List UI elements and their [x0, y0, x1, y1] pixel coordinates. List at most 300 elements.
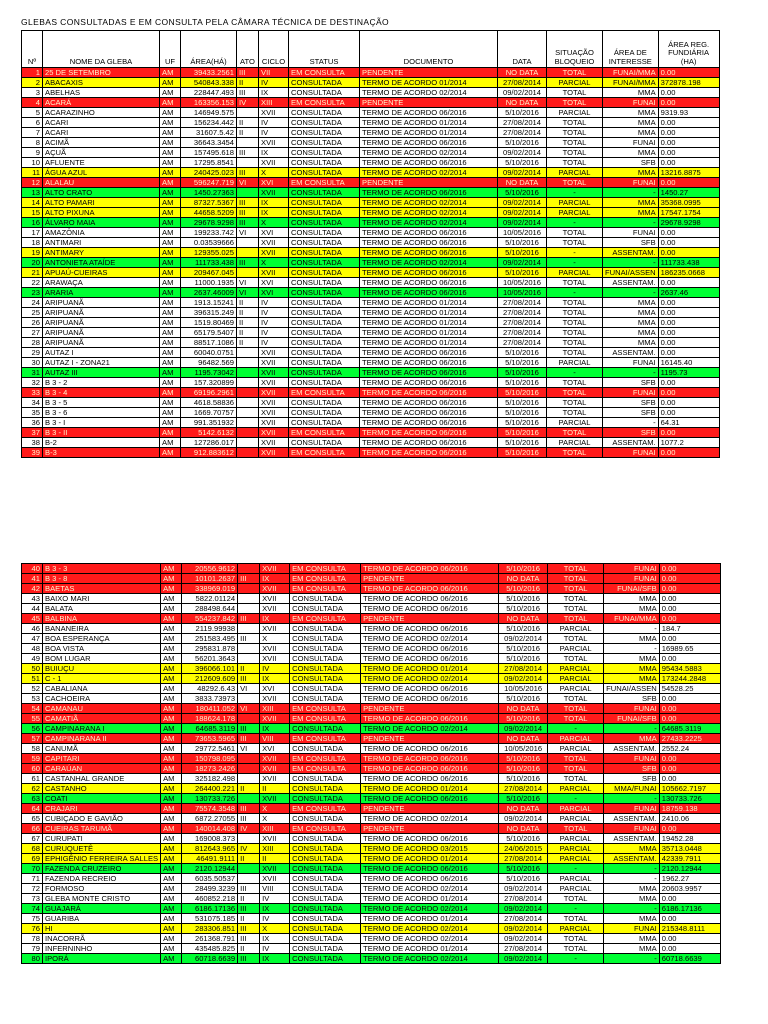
table-row: [22, 168, 720, 178]
table-row: [22, 874, 721, 884]
cell-ciclo: IV: [260, 894, 290, 904]
cell-situacao-bloqueio: -: [548, 724, 604, 734]
cell-area: 396315.249: [181, 308, 237, 318]
cell-status: CONSULTADA: [289, 338, 360, 348]
cell-uf: AM: [160, 198, 181, 208]
cell-documento: TERMO DE ACORDO 01/2014: [361, 664, 499, 674]
cell-ciclo: XVII: [259, 188, 289, 198]
cell-situacao-bloqueio: -: [547, 188, 603, 198]
cell-ciclo: XIII: [260, 844, 290, 854]
cell-area: 39433.2561: [181, 68, 237, 78]
cell-ciclo: XVI: [259, 278, 289, 288]
cell-area-interesse: FUNAI: [604, 564, 660, 574]
cell-numero: 57: [22, 734, 43, 744]
cell-situacao-bloqueio: TOTAL: [547, 388, 603, 398]
cell-situacao-bloqueio: PARCIAL: [548, 874, 604, 884]
cell-status: EM CONSULTA: [290, 714, 361, 724]
cell-nome-gleba: ÁLVARO MAIA: [43, 218, 160, 228]
cell-area-reg-fundiaria: 35713.0448: [659, 844, 720, 854]
cell-documento: TERMO DE ACORDO 06/2016: [361, 794, 499, 804]
cell-uf: AM: [160, 258, 181, 268]
cell-ciclo: XVII: [260, 564, 290, 574]
cell-documento: TERMO DE ACORDO 02/2014: [360, 168, 498, 178]
cell-area: 127286.017: [181, 438, 237, 448]
cell-area-interesse: FUNAI: [604, 924, 660, 934]
cell-nome-gleba: ARIPUANÃ: [43, 318, 160, 328]
cell-area: 96482.569: [181, 358, 237, 368]
cell-area-interesse: MMA: [603, 198, 659, 208]
cell-situacao-bloqueio: PARCIAL: [548, 744, 604, 754]
cell-ato: III: [238, 814, 260, 824]
cell-data: 09/02/2014: [499, 924, 548, 934]
cell-area: 199233.742: [181, 228, 237, 238]
cell-area-reg-fundiaria: 0.00: [658, 318, 719, 328]
cell-area-reg-fundiaria: 0.00: [659, 614, 720, 624]
cell-uf: AM: [161, 674, 182, 684]
cell-area: 1450.27363: [181, 188, 237, 198]
cell-area-interesse: FUNAI: [603, 228, 659, 238]
cell-ato: [238, 754, 260, 764]
cell-data: 5/10/2016: [499, 694, 548, 704]
cell-ato: II: [238, 664, 260, 674]
cell-area-interesse: SFB: [603, 428, 659, 438]
cell-area-interesse: ASSENTAM.: [603, 438, 659, 448]
table-row: [22, 268, 720, 278]
cell-status: EM CONSULTA: [290, 614, 361, 624]
cell-area-reg-fundiaria: 0.00: [658, 118, 719, 128]
cell-data: 09/02/2014: [499, 904, 548, 914]
cell-documento: TERMO DE ACORDO 01/2014: [361, 894, 499, 904]
cell-ciclo: VII: [259, 68, 289, 78]
cell-uf: AM: [161, 694, 182, 704]
cell-ato: [238, 834, 260, 844]
cell-ato: [237, 438, 259, 448]
cell-area-reg-fundiaria: 0.00: [658, 98, 719, 108]
cell-area: 4618.58836: [181, 398, 237, 408]
cell-area-interesse: SFB: [603, 398, 659, 408]
cell-numero: 50: [22, 664, 43, 674]
cell-ciclo: IV: [259, 78, 289, 88]
cell-situacao-bloqueio: TOTAL: [548, 564, 604, 574]
cell-uf: AM: [161, 714, 182, 724]
cell-area: 1669.70757: [181, 408, 237, 418]
table-row: [22, 98, 720, 108]
table-row: [22, 378, 720, 388]
glebas-table-top: [21, 30, 720, 458]
cell-area-reg-fundiaria: 0.00: [658, 448, 719, 458]
cell-documento: PENDENTE: [360, 68, 498, 78]
cell-area-interesse: MMA: [603, 118, 659, 128]
cell-uf: AM: [160, 268, 181, 278]
cell-documento: TERMO DE ACORDO 06/2016: [360, 418, 498, 428]
cell-ato: II: [238, 784, 260, 794]
cell-status: EM CONSULTA: [289, 428, 360, 438]
table-row: [22, 594, 721, 604]
cell-ciclo: XIII: [259, 98, 289, 108]
cell-uf: AM: [161, 744, 182, 754]
cell-data: 5/10/2016: [498, 108, 547, 118]
cell-status: EM CONSULTA: [290, 564, 361, 574]
cell-numero: 32: [22, 378, 43, 388]
cell-uf: AM: [160, 248, 181, 258]
cell-ciclo: XVII: [259, 358, 289, 368]
table-row: [22, 148, 720, 158]
cell-uf: AM: [160, 228, 181, 238]
cell-documento: TERMO DE ACORDO 06/2016: [361, 644, 499, 654]
cell-situacao-bloqueio: TOTAL: [547, 128, 603, 138]
cell-documento: TERMO DE ACORDO 03/2015: [361, 844, 499, 854]
cell-nome-gleba: COATI: [43, 794, 161, 804]
cell-area-interesse: -: [604, 644, 660, 654]
cell-nome-gleba: ACARAZINHO: [43, 108, 160, 118]
cell-documento: TERMO DE ACORDO 02/2014: [360, 148, 498, 158]
cell-documento: TERMO DE ACORDO 02/2014: [360, 88, 498, 98]
cell-uf: AM: [160, 218, 181, 228]
cell-nome-gleba: CASTANHO: [43, 784, 161, 794]
cell-area-interesse: MMA: [604, 654, 660, 664]
cell-area-reg-fundiaria: 19452.28: [659, 834, 720, 844]
cell-area-interesse: MMA: [604, 604, 660, 614]
cell-nome-gleba: ARARIA: [43, 288, 160, 298]
cell-ciclo: XVII: [259, 378, 289, 388]
cell-ato: III: [238, 934, 260, 944]
cell-nome-gleba: ARIPUANÃ: [43, 328, 160, 338]
cell-documento: TERMO DE ACORDO 01/2014: [360, 78, 498, 88]
cell-area-interesse: SFB: [604, 764, 660, 774]
cell-numero: 29: [22, 348, 43, 358]
cell-area-interesse: ASSENTAM.: [604, 834, 660, 844]
cell-area: 111733.438: [181, 258, 237, 268]
cell-documento: PENDENTE: [361, 574, 499, 584]
cell-situacao-bloqueio: TOTAL: [548, 944, 604, 954]
cell-ciclo: XVII: [259, 428, 289, 438]
cell-documento: TERMO DE ACORDO 06/2016: [361, 564, 499, 574]
cell-situacao-bloqueio: PARCIAL: [548, 734, 604, 744]
cell-documento: TERMO DE ACORDO 06/2016: [361, 774, 499, 784]
table-row: [22, 924, 721, 934]
cell-situacao-bloqueio: TOTAL: [547, 428, 603, 438]
cell-documento: PENDENTE: [360, 178, 498, 188]
cell-ciclo: XVII: [259, 418, 289, 428]
cell-uf: AM: [161, 654, 182, 664]
cell-ciclo: XVII: [259, 268, 289, 278]
cell-area: 228447.493: [181, 88, 237, 98]
cell-ato: [237, 248, 259, 258]
cell-uf: AM: [160, 438, 181, 448]
cell-area: 295831.878: [182, 644, 238, 654]
header-nome-gleba: NOME DA GLEBA: [43, 31, 160, 68]
cell-area-interesse: FUNAI: [604, 754, 660, 764]
cell-area-interesse: MMA: [603, 168, 659, 178]
cell-uf: AM: [160, 348, 181, 358]
table-row: [22, 574, 721, 584]
cell-numero: 64: [22, 804, 43, 814]
cell-uf: AM: [160, 68, 181, 78]
cell-numero: 25: [22, 308, 43, 318]
cell-nome-gleba: BOA ESPERANÇA: [43, 634, 161, 644]
cell-nome-gleba: CARAÚAN: [43, 764, 161, 774]
cell-area-reg-fundiaria: 29678.9298: [658, 218, 719, 228]
cell-status: EM CONSULTA: [290, 584, 361, 594]
cell-nome-gleba: B 3 - I: [43, 418, 160, 428]
cell-area-interesse: -: [603, 418, 659, 428]
cell-ato: [237, 398, 259, 408]
table-row: [22, 238, 720, 248]
cell-uf: AM: [160, 108, 181, 118]
cell-documento: TERMO DE ACORDO 06/2016: [360, 278, 498, 288]
cell-data: 5/10/2016: [498, 428, 547, 438]
cell-data: 09/02/2014: [499, 934, 548, 944]
cell-ato: [238, 774, 260, 784]
table-row: [22, 288, 720, 298]
cell-documento: TERMO DE ACORDO 06/2016: [360, 368, 498, 378]
cell-status: CONSULTADA: [290, 904, 361, 914]
cell-numero: 16: [22, 218, 43, 228]
cell-documento: TERMO DE ACORDO 02/2014: [361, 674, 499, 684]
cell-data: 10/05/2016: [498, 278, 547, 288]
cell-nome-gleba: C - 1: [43, 674, 161, 684]
table-row: [22, 258, 720, 268]
cell-situacao-bloqueio: PARCIAL: [547, 78, 603, 88]
cell-data: 09/02/2014: [499, 634, 548, 644]
cell-area: 20556.9612: [182, 564, 238, 574]
cell-situacao-bloqueio: TOTAL: [548, 934, 604, 944]
cell-situacao-bloqueio: TOTAL: [547, 148, 603, 158]
cell-status: CONSULTADA: [290, 594, 361, 604]
cell-ciclo: II: [260, 854, 290, 864]
cell-situacao-bloqueio: PARCIAL: [548, 644, 604, 654]
cell-numero: 59: [22, 754, 43, 764]
cell-status: CONSULTADA: [290, 814, 361, 824]
cell-documento: TERMO DE ACORDO 06/2016: [361, 694, 499, 704]
cell-ato: III: [238, 734, 260, 744]
cell-area: 146949.575: [181, 108, 237, 118]
cell-uf: AM: [160, 448, 181, 458]
cell-numero: 31: [22, 368, 43, 378]
cell-uf: AM: [160, 128, 181, 138]
cell-data: 5/10/2016: [498, 268, 547, 278]
cell-ciclo: IX: [260, 934, 290, 944]
table-row: [22, 604, 721, 614]
cell-situacao-bloqueio: PARCIAL: [547, 168, 603, 178]
cell-numero: 38: [22, 438, 43, 448]
cell-nome-gleba: AUTAZ I - ZONA21: [43, 358, 160, 368]
cell-data: 5/10/2016: [499, 764, 548, 774]
cell-status: CONSULTADA: [289, 318, 360, 328]
cell-uf: AM: [161, 564, 182, 574]
cell-area-interesse: MMA: [604, 734, 660, 744]
cell-ciclo: XIII: [260, 704, 290, 714]
header-status: STATUS: [289, 31, 360, 68]
cell-area: 163356.153: [181, 98, 237, 108]
cell-area-interesse: -: [603, 218, 659, 228]
cell-area: 261368.791: [182, 934, 238, 944]
cell-ato: II: [237, 338, 259, 348]
cell-ato: [237, 358, 259, 368]
cell-nome-gleba: BOA VISTA: [43, 644, 161, 654]
cell-situacao-bloqueio: TOTAL: [547, 178, 603, 188]
cell-area: 1519.80469: [181, 318, 237, 328]
cell-status: EM CONSULTA: [290, 704, 361, 714]
cell-documento: TERMO DE ACORDO 06/2016: [360, 138, 498, 148]
cell-ato: [237, 138, 259, 148]
cell-situacao-bloqueio: -: [547, 368, 603, 378]
cell-nome-gleba: BANANEIRA: [43, 624, 161, 634]
cell-numero: 3: [22, 88, 43, 98]
table-row: [22, 884, 721, 894]
cell-numero: 22: [22, 278, 43, 288]
cell-area-reg-fundiaria: 0.00: [659, 774, 720, 784]
cell-status: CONSULTADA: [290, 914, 361, 924]
cell-area: 17295.8541: [181, 158, 237, 168]
cell-numero: 65: [22, 814, 43, 824]
table-row: [22, 564, 721, 574]
cell-documento: TERMO DE ACORDO 06/2016: [361, 594, 499, 604]
table-row: [22, 834, 721, 844]
cell-uf: AM: [160, 328, 181, 338]
cell-nome-gleba: EPHIGÊNIO FERREIRA SALLES: [43, 854, 161, 864]
cell-area: 2637.46009: [181, 288, 237, 298]
cell-uf: AM: [161, 944, 182, 954]
cell-ciclo: VIII: [260, 884, 290, 894]
table-row: [22, 118, 720, 128]
cell-status: EM CONSULTA: [289, 388, 360, 398]
cell-area-interesse: -: [603, 258, 659, 268]
header-area: ÁREA(HÁ): [181, 31, 237, 68]
cell-situacao-bloqueio: TOTAL: [547, 348, 603, 358]
cell-data: 09/02/2014: [498, 198, 547, 208]
cell-status: EM CONSULTA: [290, 754, 361, 764]
cell-area-interesse: -: [604, 874, 660, 884]
cell-nome-gleba: ARAWAÇA: [43, 278, 160, 288]
cell-ciclo: X: [259, 258, 289, 268]
cell-situacao-bloqueio: TOTAL: [548, 634, 604, 644]
cell-numero: 20: [22, 258, 43, 268]
cell-numero: 71: [22, 874, 43, 884]
cell-numero: 6: [22, 118, 43, 128]
cell-ciclo: XVI: [259, 178, 289, 188]
cell-area-reg-fundiaria: 42339.7911: [659, 854, 720, 864]
cell-numero: 61: [22, 774, 43, 784]
cell-ato: II: [237, 78, 259, 88]
cell-situacao-bloqueio: TOTAL: [547, 328, 603, 338]
cell-area-reg-fundiaria: 0.00: [658, 88, 719, 98]
table-row: [22, 674, 721, 684]
cell-nome-gleba: ACIMÃ: [43, 138, 160, 148]
table-row: [22, 358, 720, 368]
cell-area-interesse: FUNAI: [603, 358, 659, 368]
header-ato: ATO: [237, 31, 259, 68]
cell-area-interesse: FUNAI: [604, 824, 660, 834]
cell-ciclo: XVII: [260, 834, 290, 844]
cell-area-interesse: SFB: [603, 378, 659, 388]
cell-documento: TERMO DE ACORDO 02/2014: [360, 208, 498, 218]
cell-ato: VI: [237, 178, 259, 188]
cell-status: CONSULTADA: [290, 604, 361, 614]
cell-numero: 8: [22, 138, 43, 148]
cell-ciclo: X: [260, 924, 290, 934]
cell-data: 5/10/2016: [498, 368, 547, 378]
cell-uf: AM: [160, 308, 181, 318]
cell-data: 27/08/2014: [498, 318, 547, 328]
cell-ato: [237, 108, 259, 118]
cell-nome-gleba: ALTO PAMARI: [43, 198, 160, 208]
cell-status: CONSULTADA: [290, 954, 361, 964]
cell-ciclo: IV: [259, 338, 289, 348]
cell-area: 2119.99938: [182, 624, 238, 634]
cell-documento: TERMO DE ACORDO 01/2014: [360, 298, 498, 308]
cell-area-interesse: ASSENTAM.: [604, 814, 660, 824]
cell-area-interesse: FUNAI/SFB: [604, 584, 660, 594]
cell-ciclo: IX: [260, 904, 290, 914]
cell-data: 27/08/2014: [498, 338, 547, 348]
cell-data: 10/05/2016: [499, 684, 548, 694]
cell-ciclo: XVI: [260, 744, 290, 754]
cell-area-interesse: -: [604, 954, 660, 964]
cell-nome-gleba: BAIXO MARI: [43, 594, 161, 604]
cell-situacao-bloqueio: PARCIAL: [548, 684, 604, 694]
cell-area: 88517.1086: [181, 338, 237, 348]
table-row: [22, 338, 720, 348]
cell-nome-gleba: ANTIMARI: [43, 238, 160, 248]
cell-data: 27/08/2014: [499, 664, 548, 674]
cell-ato: [238, 864, 260, 874]
cell-area: 31607.5.42: [181, 128, 237, 138]
cell-nome-gleba: FAZENDA CRUZEIRO: [43, 864, 161, 874]
document-title: GLEBAS CONSULTADAS E EM CONSULTA PELA CÂMARA TÉCNICA DE DESTINAÇÃO: [21, 17, 390, 27]
cell-data: 09/02/2014: [498, 148, 547, 158]
cell-area-interesse: -: [604, 864, 660, 874]
cell-area: 130733.726: [182, 794, 238, 804]
cell-status: CONSULTADA: [290, 884, 361, 894]
cell-area-reg-fundiaria: 0.00: [659, 824, 720, 834]
cell-status: CONSULTADA: [290, 624, 361, 634]
cell-data: 5/10/2016: [499, 604, 548, 614]
cell-status: CONSULTADA: [289, 398, 360, 408]
cell-numero: 55: [22, 714, 43, 724]
cell-area-reg-fundiaria: 186235.0668: [658, 268, 719, 278]
cell-nome-gleba: ALTO PIXUNA: [43, 208, 160, 218]
cell-data: 27/08/2014: [499, 944, 548, 954]
cell-uf: AM: [161, 904, 182, 914]
cell-ciclo: IX: [259, 208, 289, 218]
table-row: [22, 584, 721, 594]
cell-numero: 73: [22, 894, 43, 904]
cell-area-reg-fundiaria: 0.00: [659, 694, 720, 704]
cell-area-reg-fundiaria: 0.00: [659, 594, 720, 604]
table-row: [22, 714, 721, 724]
cell-data: 5/10/2016: [498, 378, 547, 388]
cell-status: CONSULTADA: [290, 844, 361, 854]
cell-ato: VI: [238, 684, 260, 694]
cell-numero: 28: [22, 338, 43, 348]
cell-numero: 52: [22, 684, 43, 694]
cell-area-reg-fundiaria: 0.00: [658, 238, 719, 248]
cell-uf: AM: [161, 594, 182, 604]
cell-status: CONSULTADA: [289, 328, 360, 338]
cell-ciclo: XVII: [260, 594, 290, 604]
cell-area-reg-fundiaria: 0.00: [658, 158, 719, 168]
cell-data: 5/10/2016: [498, 418, 547, 428]
cell-uf: AM: [161, 784, 182, 794]
cell-status: EM CONSULTA: [290, 734, 361, 744]
cell-ato: [237, 268, 259, 278]
cell-area-interesse: MMA/FUNAI: [604, 784, 660, 794]
cell-ato: III: [237, 88, 259, 98]
cell-ciclo: XVI: [259, 228, 289, 238]
cell-data: 5/10/2016: [499, 584, 548, 594]
table-row: [22, 694, 721, 704]
